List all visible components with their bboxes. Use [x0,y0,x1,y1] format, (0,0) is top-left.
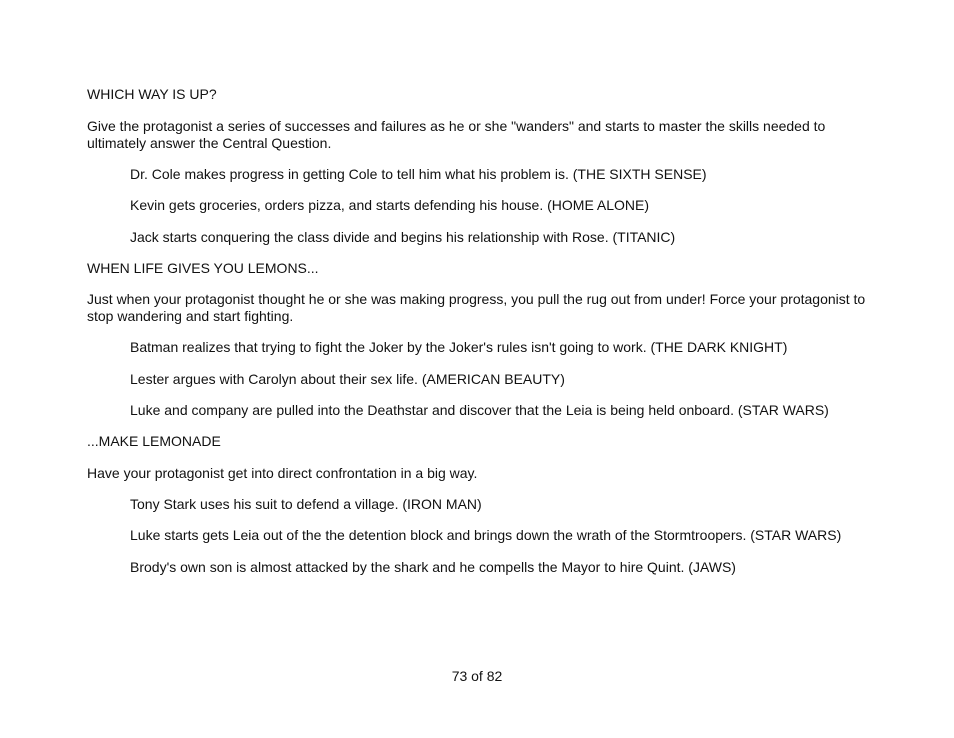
example-item: Tony Stark uses his suit to defend a village. (IRON MAN) [130,496,482,512]
section-body: Give the protagonist a series of successes and failures as he or she "wanders" and starts to master the skills needed to ultimately answer the Central Question. [87,118,826,151]
example-item: Luke starts gets Leia out of the the detention block and brings down the wrath of the Stormtroopers. (STAR WARS) [130,527,842,543]
example-item: Brody's own son is almost attacked by the shark and he compells the Mayor to hire Quint. (JAWS) [130,559,736,575]
example-item: Lester argues with Carolyn about their sex life. (AMERICAN BEAUTY) [130,371,565,387]
example-item: Luke and company are pulled into the Deathstar and discover that the Leia is being held onboard. (STAR WARS) [130,402,829,418]
section-heading: WHEN LIFE GIVES YOU LEMONS... [87,260,319,276]
section-body: Just when your protagonist thought he or she was making progress, you pull the rug out from under! Force your protagonist to stop wandering and start fighting. [87,291,866,324]
example-item: Dr. Cole makes progress in getting Cole to tell him what his problem is. (THE SIXTH SENSE) [130,166,707,182]
example-item: Kevin gets groceries, orders pizza, and starts defending his house. (HOME ALONE) [130,197,650,213]
section-heading: ...MAKE LEMONADE [87,433,221,449]
page-number: 73 of 82 [451,668,503,684]
example-item: Jack starts conquering the class divide and begins his relationship with Rose. (TITANIC) [130,229,676,245]
example-item: Batman realizes that trying to fight the Joker by the Joker's rules isn't going to work. (THE DARK KNIGHT) [130,339,788,355]
section-heading: WHICH WAY IS UP? [87,86,217,102]
section-body: Have your protagonist get into direct confrontation in a big way. [87,465,478,481]
